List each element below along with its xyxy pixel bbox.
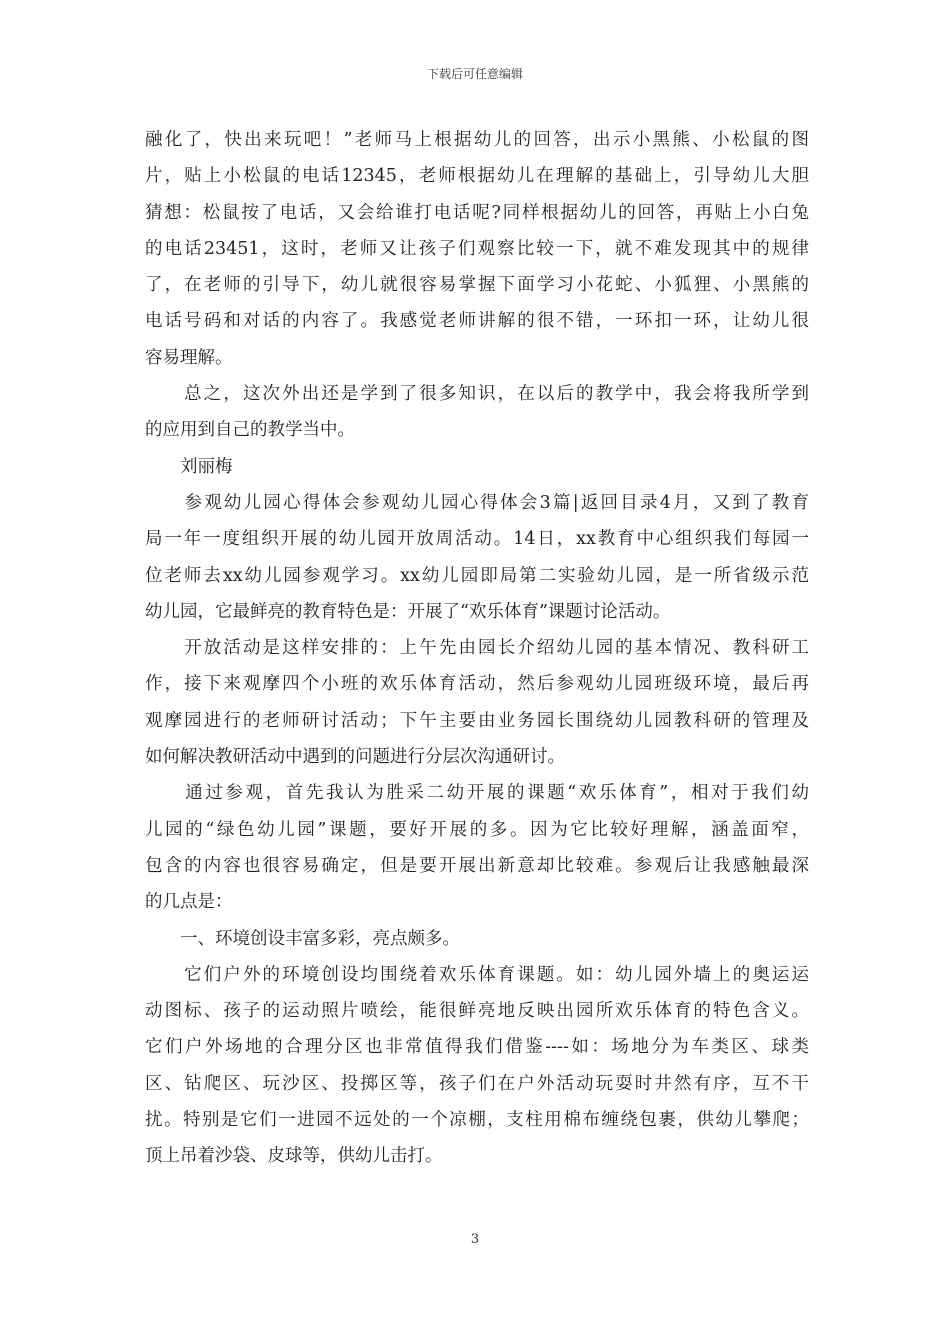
page-number: 3 — [470, 1232, 480, 1247]
text-line: 观摩园进行的老师研讨活动；下午主要由业务园长围绕幼儿园教科研的管理及 — [145, 710, 809, 731]
text-line: 它们户外场地的合理分区也非常值得我们借鉴----如：场地分为车类区、球类 — [145, 1037, 809, 1058]
text-line: 开放活动是这样安排的：上午先由园长介绍幼儿园的基本情况、教科研工 — [145, 638, 809, 659]
text-line: 动图标、孩子的运动照片喷绘，能很鲜亮地反映出园所欢乐体育的特色含义。 — [145, 1001, 809, 1022]
text-line: 局一年一度组织开展的幼儿园开放周活动。14日，xx教育中心组织我们每园一 — [145, 529, 809, 550]
text-line: 猜想：松鼠按了电话，又会给谁打电话呢?同样根据幼儿的回答，再贴上小白兔 — [145, 202, 809, 223]
text-line: 儿园的“绿色幼儿园”课题，要好开展的多。因为它比较好理解，涵盖面窄， — [145, 819, 809, 840]
text-line: 融化了，快出来玩吧！”老师马上根据幼儿的回答，出示小黑熊、小松鼠的图 — [145, 130, 809, 150]
text-line: 的应用到自己的教学当中。 — [145, 420, 355, 441]
text-line: 幼儿园，它最鲜亮的教育特色是：开展了“欢乐体育”课题讨论活动。 — [145, 601, 671, 622]
page-header: 下载后可任意编辑 — [426, 67, 523, 81]
text-line: 它们户外的环境创设均围绕着欢乐体育课题。如：幼儿园外墙上的奥运运 — [145, 964, 809, 985]
text-line: 区、钻爬区、玩沙区、投掷区等，孩子们在户外活动玩耍时井然有序，互不干 — [145, 1073, 809, 1094]
text-line: 片，贴上小松鼠的电话12345，老师根据幼儿在理解的基础上，引导幼儿大胆 — [145, 166, 809, 187]
text-line: 扰。特别是它们一进园不远处的一个凉棚，支柱用棉布缠绕包裹，供幼儿攀爬； — [145, 1110, 809, 1131]
text-line: 包含的内容也很容易确定，但是要开展出新意却比较难。参观后让我感触最深 — [145, 855, 809, 876]
text-line: 参观幼儿园心得体会参观幼儿园心得体会3篇|返回目录4月，又到了教育 — [145, 492, 809, 513]
text-line: 顶上吊着沙袋、皮球等，供幼儿击打。 — [145, 1146, 443, 1167]
text-line: 的电话23451，这时，老师又让孩子们观察比较一下，就不难发现其中的规律 — [145, 238, 809, 259]
text-line: 电话号码和对话的内容了。我感觉老师讲解的很不错，一环扣一环，让幼儿很 — [145, 311, 809, 332]
document-body — [145, 122, 809, 1175]
text-line: 的几点是： — [145, 892, 233, 913]
text-line: 一、环境创设丰富多彩，亮点颇多。 — [145, 928, 460, 949]
text-line: 作，接下来观摩四个小班的欢乐体育活动，然后参观幼儿园班级环境，最后再 — [145, 674, 809, 695]
text-line: 容易理解。 — [145, 347, 233, 368]
text-line: 通过参观，首先我认为胜采二幼开展的课题“欢乐体育”，相对于我们幼 — [145, 783, 809, 804]
text-line: 总之，这次外出还是学到了很多知识，在以后的教学中，我会将我所学到 — [145, 384, 809, 405]
text-line: 如何解决教研活动中遇到的问题进行分层次沟通研讨。 — [145, 747, 565, 768]
text-line: 刘丽梅 — [145, 456, 233, 477]
text-line: 了，在老师的引导下，幼儿就很容易掌握下面学习小花蛇、小狐狸、小黑熊的 — [145, 275, 809, 296]
text-line: 位老师去xx幼儿园参观学习。xx幼儿园即局第二实验幼儿园，是一所省级示范 — [145, 565, 809, 586]
